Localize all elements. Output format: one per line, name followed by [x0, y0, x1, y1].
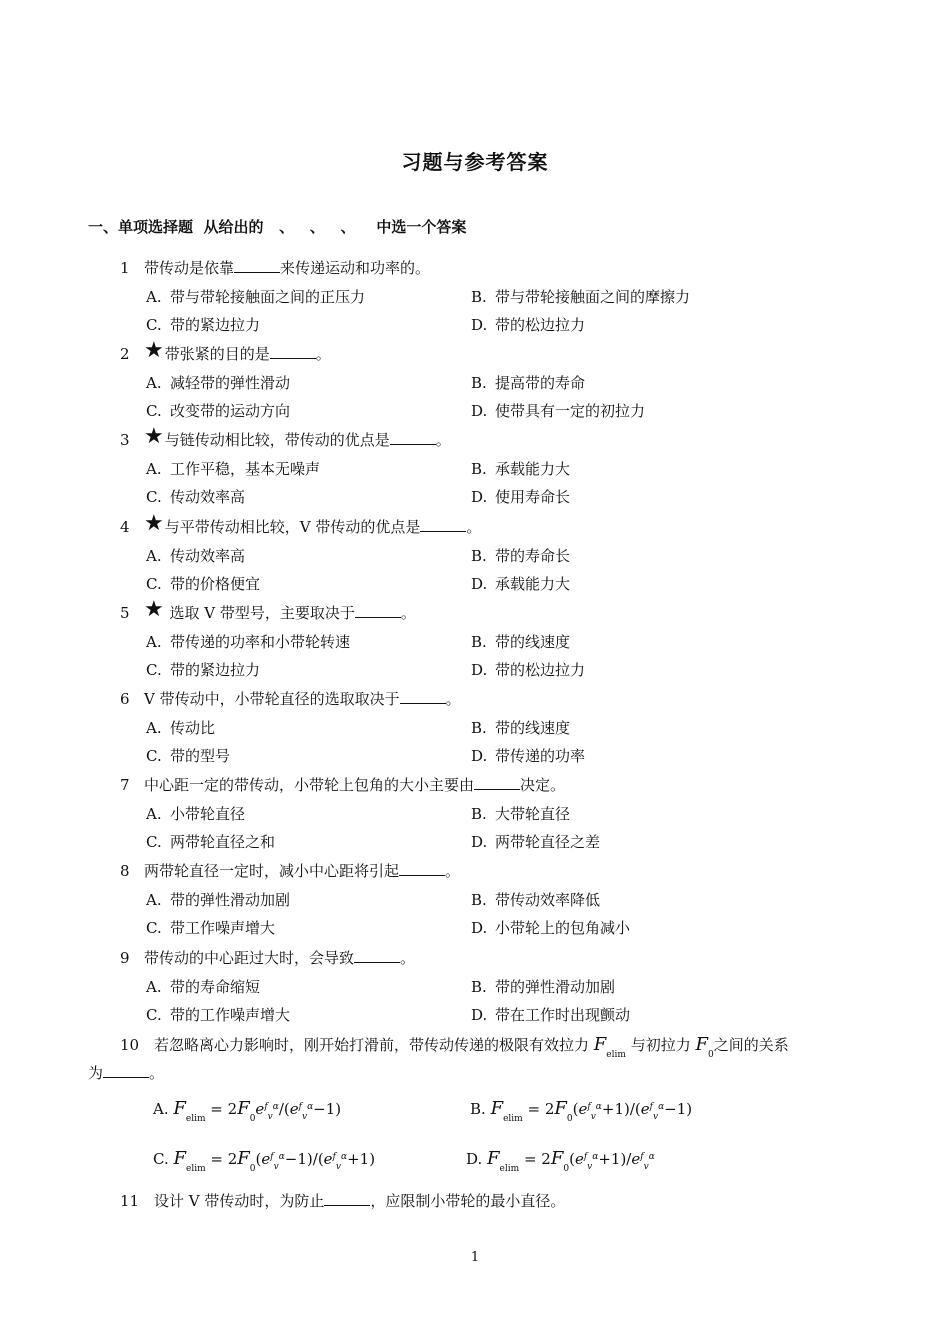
exp-v: v [652, 1112, 659, 1122]
option-letter: A. [146, 288, 162, 306]
question-text: 。 [315, 345, 331, 364]
option-text: 提高带的寿命 [495, 374, 586, 393]
answer-blank [390, 430, 436, 445]
option-text: 小带轮上的包角减小 [495, 919, 631, 938]
option-letter: B. [471, 546, 487, 565]
option-text: 传动比 [170, 719, 216, 737]
subscript-0: 0 [566, 1114, 573, 1124]
option-text: 带的工作噪声增大 [170, 1005, 291, 1024]
option-text: 带的紧边拉力 [170, 316, 261, 334]
option-a[interactable] [146, 976, 260, 998]
question-text: 设计 V 带传动时，为防止 [154, 1192, 325, 1210]
exp-v: v [335, 1162, 341, 1172]
option-letter: C. [146, 747, 162, 765]
option-letter: D. [471, 316, 488, 334]
option-c[interactable] [146, 314, 260, 336]
q10-cont-pre: 为 [88, 1064, 104, 1082]
symbol-e: e [289, 1100, 299, 1118]
question-text: ，应限制小带轮的最小直径。 [370, 1192, 566, 1210]
formula-part: +1)/ [598, 1150, 632, 1168]
answer-blank [324, 1191, 370, 1206]
option-text: 带的价格便宜 [170, 574, 261, 593]
option-a[interactable] [146, 286, 365, 308]
question-text: 与链传动相比较，带传动的优点是 [164, 431, 390, 450]
symbol-F: F [490, 1098, 504, 1119]
option-text: 带的紧边拉力 [170, 660, 261, 679]
q10-text-b: 与初拉力 [630, 1036, 691, 1054]
symbol-e: e [255, 1100, 265, 1118]
question-text: 与平带传动相比较，V 带传动的优点是 [164, 517, 421, 536]
equals-two: = 2 [527, 1100, 555, 1118]
subscript-elim: elim [499, 1164, 520, 1174]
option-text: 带的线速度 [495, 632, 571, 651]
option-letter: C. [146, 316, 162, 334]
exp-f: f [298, 1102, 302, 1112]
option-b[interactable] [471, 372, 585, 394]
question-number: 9 [120, 948, 130, 967]
exp-f: f [583, 1152, 588, 1162]
option-c[interactable] [146, 486, 245, 508]
q10-cont-post: 。 [149, 1064, 165, 1082]
formula-option-c [153, 1148, 375, 1173]
option-letter: A. [146, 891, 162, 910]
answer-blank [103, 1063, 149, 1078]
page-title: 习题与参考答案 [401, 150, 549, 174]
question-number: 4 [120, 517, 130, 536]
symbol-F: F [695, 1034, 708, 1055]
question-number: 2 [120, 345, 130, 364]
formula-part: +1) [347, 1150, 376, 1168]
option-letter: D. [471, 574, 488, 593]
question-number: 7 [120, 776, 130, 795]
question-7 [120, 774, 565, 796]
exp-v: v [301, 1112, 308, 1122]
option-text: 工作平稳，基本无噪声 [170, 460, 321, 479]
question-number: 8 [120, 862, 130, 881]
exp-v: v [643, 1162, 649, 1172]
subscript-0: 0 [563, 1164, 570, 1174]
option-text: 带的寿命缩短 [170, 977, 261, 996]
answer-blank [354, 948, 400, 963]
question-text: 带传动的中心距过大时，会导致 [144, 948, 355, 967]
option-c[interactable] [146, 831, 275, 853]
option-d[interactable] [471, 573, 570, 595]
option-letter: C. [146, 488, 162, 507]
option-c[interactable] [146, 659, 260, 681]
exp-f: f [332, 1152, 336, 1162]
star-icon: ★ [144, 510, 164, 536]
option-text: 使带具有一定的初拉力 [495, 402, 646, 421]
option-text: 带传动效率降低 [495, 891, 601, 910]
formula-part: ( [255, 1150, 262, 1168]
question-1 [120, 257, 430, 279]
option-text: 使用寿命长 [495, 488, 571, 507]
symbol-F: F [173, 1148, 186, 1169]
option-letter: A. [146, 632, 162, 651]
symbol-F: F [237, 1098, 250, 1119]
option-letter: B. [471, 632, 487, 651]
question-text: 。 [445, 862, 461, 881]
question-number: 11 [120, 1192, 140, 1210]
equals-two: = 2 [210, 1150, 238, 1168]
question-number: 6 [120, 690, 130, 708]
option-text: 带传递的功率和小带轮转速 [170, 632, 351, 651]
symbol-F: F [593, 1034, 607, 1055]
option-c[interactable] [146, 1004, 290, 1026]
q10-text-c: 之间的关系 [713, 1036, 789, 1054]
exp-f: f [264, 1102, 268, 1112]
subscript-elim: elim [503, 1114, 523, 1124]
question-10 [120, 1034, 789, 1059]
question-text: 。 [435, 431, 451, 450]
option-letter: D. [471, 747, 488, 765]
question-6 [120, 688, 461, 710]
question-number: 3 [120, 431, 130, 450]
exp-f: f [587, 1102, 591, 1112]
option-letter: C. [146, 833, 162, 852]
option-c[interactable] [146, 573, 260, 595]
option-c[interactable] [146, 400, 290, 422]
question-11 [120, 1190, 565, 1212]
option-letter: C. [146, 919, 162, 938]
option-letter: B. [471, 891, 487, 910]
option-b[interactable] [471, 458, 570, 480]
option-c[interactable] [146, 745, 230, 767]
option-letter: C. [153, 1150, 169, 1168]
formula-part: ( [569, 1150, 575, 1168]
question-text: 来传递运动和功率的。 [280, 259, 431, 277]
answer-blank [400, 689, 446, 704]
option-text: 带的寿命长 [495, 546, 571, 565]
formula-part: −1) [313, 1100, 342, 1118]
subscript-0: 0 [249, 1164, 256, 1174]
option-text: 带传递的功率 [495, 747, 586, 765]
option-d[interactable] [471, 486, 570, 508]
formula-option-b [470, 1098, 692, 1123]
question-text: 决定。 [520, 776, 566, 795]
option-text: 带与带轮接触面之间的摩擦力 [495, 288, 691, 306]
option-letter: D. [471, 919, 488, 938]
subscript-elim: elim [186, 1164, 206, 1174]
option-c[interactable] [146, 917, 275, 939]
question-9 [120, 947, 415, 969]
star-icon: ★ [144, 424, 164, 450]
answer-blank [420, 517, 466, 532]
option-text: 小带轮直径 [170, 805, 246, 824]
option-letter: A. [146, 805, 162, 824]
option-letter: D. [471, 660, 488, 679]
option-a[interactable] [146, 889, 290, 911]
option-b[interactable] [471, 976, 615, 998]
subscript-0: 0 [249, 1114, 256, 1124]
exp-v: v [273, 1162, 279, 1172]
option-text: 带工作噪声增大 [170, 919, 276, 938]
answer-blank [270, 344, 316, 359]
option-letter: A. [153, 1100, 169, 1118]
formula-part: /( [278, 1100, 290, 1118]
option-a[interactable] [146, 458, 320, 480]
symbol-e: e [640, 1100, 650, 1118]
symbol-F: F [550, 1148, 564, 1169]
exp-alpha: α [307, 1102, 314, 1112]
question-text: 中心距一定的带传动，小带轮上包角的大小主要由 [144, 776, 475, 795]
star-icon: ★ [144, 596, 164, 622]
subscript-elim: elim [185, 1114, 206, 1124]
symbol-F: F [237, 1148, 250, 1169]
question-text: 带张紧的目的是 [164, 345, 270, 364]
option-text: 带与带轮接触面之间的正压力 [170, 288, 366, 306]
symbol-F: F [487, 1148, 500, 1169]
option-text: 带的弹性滑动加剧 [495, 977, 616, 996]
question-5 [120, 596, 416, 624]
exp-alpha: α [595, 1102, 602, 1112]
option-text: 两带轮直径之差 [495, 833, 601, 852]
option-letter: A. [146, 719, 162, 737]
option-d[interactable] [471, 400, 645, 422]
option-letter: A. [146, 977, 162, 996]
answer-blank [355, 603, 401, 618]
option-b[interactable] [471, 286, 690, 308]
option-b[interactable] [471, 545, 570, 567]
question-text: 。 [445, 690, 461, 708]
subscript-elim: elim [606, 1050, 626, 1060]
option-text: 带的弹性滑动加剧 [170, 891, 291, 910]
option-text: 带的松边拉力 [495, 316, 586, 334]
question-number: 10 [120, 1036, 140, 1054]
symbol-e: e [631, 1150, 641, 1168]
question-number: 1 [120, 259, 130, 277]
option-text: 带在工作时出现颤动 [495, 1005, 631, 1024]
section-heading: 一、单项选择题 从给出的 、 、 、 中选一个答案 [88, 218, 467, 236]
option-text: 传动效率高 [170, 488, 246, 507]
answer-blank [399, 861, 445, 876]
symbol-e: e [323, 1150, 333, 1168]
question-text: 选取 V 带型号，主要取决于 [164, 603, 355, 622]
subscript-0: 0 [708, 1050, 714, 1060]
option-letter: B. [471, 977, 487, 996]
formula-option-a [153, 1098, 341, 1123]
option-letter: C. [146, 1005, 162, 1024]
option-text: 带的松边拉力 [495, 660, 586, 679]
question-text: 带传动是依靠 [144, 259, 235, 277]
question-2 [120, 338, 331, 365]
exp-v: v [590, 1112, 596, 1122]
option-letter: B. [471, 719, 487, 737]
option-letter: C. [146, 574, 162, 593]
option-letter: B. [471, 374, 487, 393]
option-d[interactable] [471, 831, 600, 853]
question-text: 。 [466, 517, 482, 536]
answer-blank [474, 775, 520, 790]
option-letter: D. [471, 1005, 488, 1024]
exp-alpha: α [341, 1152, 348, 1162]
question-10-continued [88, 1062, 164, 1084]
exp-alpha: α [648, 1152, 655, 1162]
formula-part: −1) [664, 1100, 693, 1118]
option-text: 大带轮直径 [495, 805, 571, 824]
symbol-F: F [554, 1098, 567, 1119]
question-text: V 带传动中，小带轮直径的选取取决于 [144, 690, 400, 708]
option-d[interactable] [471, 745, 585, 767]
option-text: 承载能力大 [495, 574, 571, 593]
option-b[interactable] [471, 631, 570, 653]
question-number: 5 [120, 603, 130, 622]
question-8 [120, 860, 460, 882]
question-text: 。 [400, 603, 416, 622]
symbol-F: F [173, 1098, 186, 1119]
equals-two: = 2 [523, 1150, 551, 1168]
option-letter: D. [471, 833, 488, 852]
option-a[interactable] [146, 631, 350, 653]
question-4 [120, 510, 482, 538]
option-text: 减轻带的弹性滑动 [170, 374, 291, 393]
option-b[interactable] [471, 717, 570, 739]
formula-part: +1)/( [601, 1100, 641, 1118]
option-text: 承载能力大 [495, 460, 571, 479]
option-text: 带的型号 [170, 747, 231, 765]
option-letter: C. [146, 660, 162, 679]
exp-alpha: α [592, 1152, 599, 1162]
option-letter: B. [471, 460, 487, 479]
option-b[interactable] [471, 889, 600, 911]
question-3 [120, 424, 451, 451]
question-text: 两带轮直径一定时，减小中心距将引起 [144, 862, 400, 881]
exp-alpha: α [272, 1102, 279, 1112]
option-a[interactable] [146, 372, 290, 394]
option-a[interactable] [146, 803, 245, 825]
option-letter: B. [471, 288, 487, 306]
option-letter: A. [146, 460, 162, 479]
option-text: 两带轮直径之和 [170, 833, 276, 852]
option-letter: D. [471, 488, 488, 507]
exp-f: f [640, 1152, 644, 1162]
option-text: 改变带的运动方向 [170, 402, 291, 421]
symbol-e: e [261, 1150, 271, 1168]
option-letter: C. [146, 402, 162, 421]
exp-f: f [270, 1152, 274, 1162]
option-d[interactable] [471, 659, 585, 681]
option-letter: B. [470, 1100, 486, 1118]
exp-alpha: α [658, 1102, 665, 1112]
option-a[interactable] [146, 545, 245, 567]
option-a[interactable] [146, 717, 215, 739]
formula-option-d [466, 1148, 655, 1173]
option-d[interactable] [471, 314, 585, 336]
page-number: 1 [470, 1250, 480, 1265]
option-letter: D. [466, 1150, 483, 1168]
exp-v: v [587, 1162, 593, 1172]
option-d[interactable] [471, 1004, 630, 1026]
option-letter: B. [471, 805, 487, 824]
formula-part: −1)/( [284, 1150, 324, 1168]
answer-blank [234, 258, 280, 273]
option-letter: A. [146, 546, 162, 565]
option-text: 带的线速度 [495, 719, 571, 737]
exp-f: f [649, 1102, 653, 1112]
formula-part: ( [572, 1100, 579, 1118]
option-letter: D. [471, 402, 488, 421]
option-letter: A. [146, 374, 162, 393]
equals-two: = 2 [210, 1100, 238, 1118]
question-text: 。 [400, 948, 416, 967]
symbol-e: e [578, 1100, 588, 1118]
symbol-e: e [574, 1150, 584, 1168]
option-text: 传动效率高 [170, 546, 246, 565]
star-icon: ★ [144, 338, 164, 364]
option-b[interactable] [471, 803, 570, 825]
q10-text-a: 若忽略离心力影响时，刚开始打滑前，带传动传递的极限有效拉力 [154, 1036, 590, 1054]
exp-alpha: α [278, 1152, 285, 1162]
exp-v: v [267, 1112, 273, 1122]
option-d[interactable] [471, 917, 630, 939]
